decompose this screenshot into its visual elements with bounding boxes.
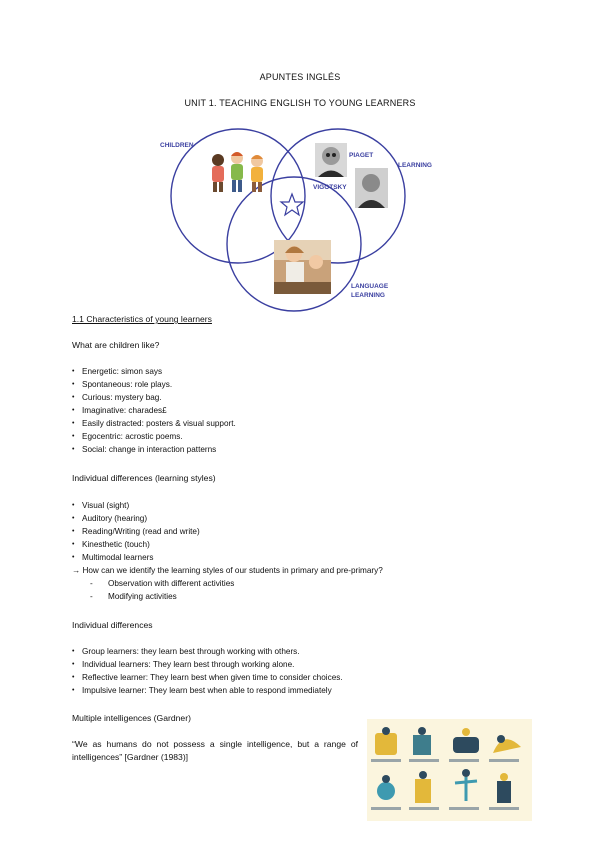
venn-label-piaget: PIAGET <box>349 152 374 159</box>
list-item: • Energetic: simon says <box>72 365 236 378</box>
subheading: Individual differences <box>72 620 153 630</box>
learning-styles-heading <box>72 472 216 485</box>
list-item: • Multimodal learners <box>72 551 383 564</box>
list-item: • Group learners: they learn best through working with others. <box>72 645 343 658</box>
children-illustration <box>212 152 263 192</box>
venn-diagram <box>148 116 448 312</box>
gardner-quote: “We as humans do not possess a single intelligence, but a range of intelligences” [Gardner (1983)] <box>72 739 358 762</box>
learning-styles-question: → How can we identify the learning styles of our students in primary and pre-primary? <box>72 566 383 575</box>
venn-label-vigotsky: VIGOTSKY <box>313 184 347 191</box>
section-title: 1.1 Characteristics of young learners <box>72 314 212 324</box>
list-item: • Easily distracted: posters & visual support. <box>72 417 236 430</box>
list-item: • Individual learners: They learn best through working alone. <box>72 658 343 671</box>
document-title: APUNTES INGLÉS <box>259 72 341 82</box>
venn-label-language: LANGUAGE <box>351 283 389 290</box>
unit-title: UNIT 1. TEACHING ENGLISH TO YOUNG LEARNERS <box>184 98 416 108</box>
multiple-intelligences-heading <box>72 712 191 725</box>
list-item: • Reflective learner: They learn best when given time to consider choices. <box>72 671 343 684</box>
list-item: • Egocentric: acrostic poems. <box>72 430 236 443</box>
list-item: - Modifying activities <box>90 590 383 603</box>
characteristics-list <box>72 365 236 456</box>
list-item: • Visual (sight) <box>72 499 383 512</box>
question-heading <box>72 339 159 352</box>
learning-styles-list <box>72 499 383 603</box>
list-item: • Reading/Writing (read and write) <box>72 525 383 538</box>
list-item: - Observation with different activities <box>90 577 383 590</box>
venn-label-language-learning: LEARNING <box>351 292 385 299</box>
language-learning-photo <box>274 240 331 294</box>
list-item: • Spontaneous: role plays. <box>72 378 236 391</box>
list-item: • Social: change in interaction patterns <box>72 443 236 456</box>
subheading: What are children like? <box>72 340 160 350</box>
section-characteristics <box>72 313 212 326</box>
list-item: • Auditory (hearing) <box>72 512 383 525</box>
subheading: Multiple intelligences (Gardner) <box>72 713 191 723</box>
venn-label-learning: LEARNING <box>398 162 432 169</box>
individual-differences-heading <box>72 619 153 632</box>
multiple-intelligences-illustration <box>367 719 532 821</box>
vigotsky-photo <box>355 168 388 208</box>
list-item: • Curious: mystery bag. <box>72 391 236 404</box>
list-item: • Imaginative: charades£ <box>72 404 236 417</box>
individual-differences-list <box>72 645 343 697</box>
piaget-photo <box>315 143 347 177</box>
venn-label-children: CHILDREN <box>160 142 194 149</box>
list-item: • Kinesthetic (touch) <box>72 538 383 551</box>
star-icon <box>281 194 303 215</box>
list-item: • Impulsive learner: They learn best when able to respond immediately <box>72 684 343 697</box>
subheading: Individual differences (learning styles) <box>72 473 216 483</box>
